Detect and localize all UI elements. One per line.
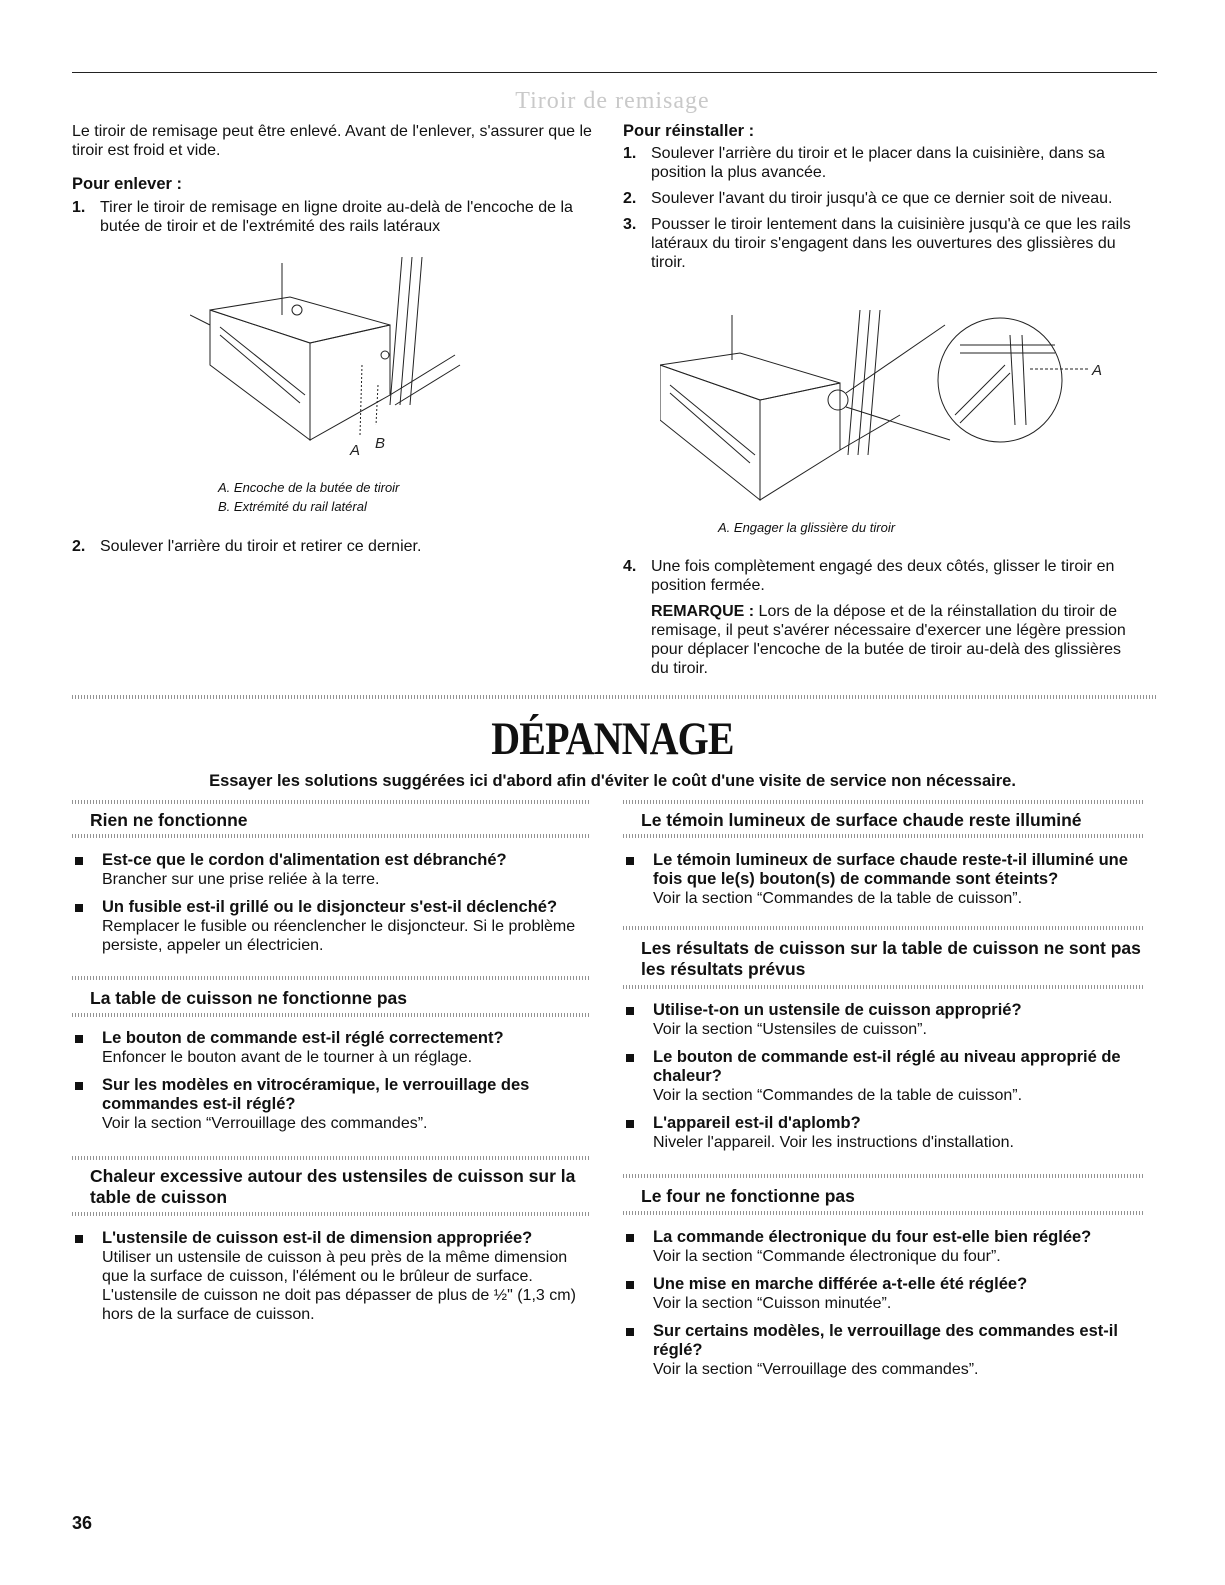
list-item [72, 1029, 590, 1067]
list-item [72, 851, 590, 889]
reinstall-step-3 [623, 215, 1143, 272]
heading-four-ne-fonctionne: Le four ne fonctionne pas [641, 1186, 855, 1206]
reinstall-step-2 [623, 189, 1143, 208]
question: Le bouton de commande est-il réglé correctement? [102, 1029, 504, 1047]
divider [72, 834, 590, 838]
remove-heading: Pour enlever : [72, 175, 183, 193]
divider [72, 976, 590, 980]
question: Une mise en marche différée a-t-elle été réglée? [653, 1275, 1028, 1293]
question: Est-ce que le cordon d'alimentation est débranché? [102, 851, 507, 869]
question: Utilise-t-on un ustensile de cuisson approprié? [653, 1001, 1022, 1019]
heading-chaleur-excessive: Chaleur excessive autour des ustensiles de cuisson sur la table de cuisson [90, 1166, 576, 1207]
answer: Enfoncer le bouton avant de le tourner à un réglage. [102, 1049, 473, 1066]
group-rien-ne-fonctionne [72, 851, 590, 955]
drawer-reinstall-illustration [660, 305, 1110, 505]
step-number: 1. [623, 145, 637, 162]
remisage-left-column [72, 122, 592, 236]
reinstall-step-1 [623, 144, 1143, 182]
note-label: REMARQUE : [651, 603, 755, 620]
remove-step-2 [72, 537, 592, 556]
heading-table-cuisson: La table de cuisson ne fonctionne pas [90, 988, 407, 1008]
bullet-icon [626, 857, 634, 865]
bullet-icon [75, 1235, 83, 1243]
answer: Niveler l'appareil. Voir les instructions d'installation. [653, 1134, 1014, 1151]
section-divider [72, 695, 1157, 699]
bullet-icon [75, 857, 83, 865]
fig1-caption-b: B. Extrémité du rail latéral [218, 499, 367, 514]
bullet-icon [75, 904, 83, 912]
divider [623, 926, 1143, 930]
step-text: Soulever l'arrière du tiroir et le placer dans la cuisinière, dans sa position la plus avancée. [651, 145, 1105, 181]
bullet-icon [626, 1328, 634, 1336]
group-four-ne-fonctionne [623, 1228, 1143, 1379]
list-item [623, 1048, 1143, 1105]
question: L'appareil est-il d'aplomb? [653, 1114, 861, 1132]
drawer-removal-illustration [190, 255, 470, 465]
divider [72, 1212, 590, 1216]
step-text: Tirer le tiroir de remisage en ligne droite au-delà de l'encoche de la butée de tiroir et de l'extrémité des rails latéraux [100, 199, 573, 235]
answer: Voir la section “Cuisson minutée”. [653, 1295, 892, 1312]
question: Sur les modèles en vitrocéramique, le verrouillage des commandes est-il réglé? [102, 1076, 530, 1113]
step-number: 1. [72, 199, 86, 216]
depannage-subtitle: Essayer les solutions suggérées ici d'abord afin d'éviter le coût d'une visite de service non nécessaire. [209, 772, 1016, 790]
question: L'ustensile de cuisson est-il de dimension appropriée? [102, 1229, 533, 1247]
list-item [72, 1229, 590, 1324]
answer: Utiliser un ustensile de cuisson à peu près de la même dimension que la surface de cuisson, l'élément ou le brûleur de surface. L'ustensile de cuisson ne doit pas dépasser de plus de ½" (1,3 cm) hors de la surface de cuisson. [102, 1249, 576, 1323]
reinstall-heading: Pour réinstaller : [623, 122, 755, 140]
step-text: Pousser le tiroir lentement dans la cuisinière jusqu'à ce que les rails latéraux du tiroir s'engagent dans les ouvertures des glissières du tiroir. [651, 216, 1131, 271]
group-table-cuisson [72, 1029, 590, 1133]
step-text: Soulever l'arrière du tiroir et retirer ce dernier. [100, 538, 422, 555]
fig2-caption: A. Engager la glissière du tiroir [718, 520, 896, 535]
page-number: 36 [72, 1513, 93, 1533]
bullet-icon [75, 1082, 83, 1090]
fig1-label-a: A [350, 442, 361, 459]
reinstall-step-4 [623, 557, 1143, 595]
answer: Voir la section “Commandes de la table de cuisson”. [653, 1087, 1023, 1104]
heading-temoin-lumineux: Le témoin lumineux de surface chaude reste illuminé [641, 810, 1082, 830]
divider [72, 1013, 590, 1017]
remove-step-1 [72, 198, 592, 236]
question: La commande électronique du four est-elle bien réglée? [653, 1228, 1092, 1246]
divider [623, 800, 1143, 804]
bullet-icon [626, 1281, 634, 1289]
bullet-icon [626, 1120, 634, 1128]
divider [623, 1174, 1143, 1178]
fig2-label-a: A [1092, 362, 1103, 379]
question: Un fusible est-il grillé ou le disjoncteur s'est-il déclenché? [102, 898, 558, 916]
reinstall-step-4-block [623, 557, 1143, 678]
answer: Voir la section “Verrouillage des commandes”. [653, 1361, 979, 1378]
fig1-caption-a: A. Encoche de la butée de tiroir [218, 480, 400, 495]
answer: Voir la section “Commandes de la table de cuisson”. [653, 890, 1023, 907]
remisage-intro: Le tiroir de remisage peut être enlevé. Avant de l'enlever, s'assurer que le tiroir est froid et vide. [72, 123, 592, 159]
bullet-icon [626, 1007, 634, 1015]
heading-resultats-cuisson: Les résultats de cuisson sur la table de cuisson ne sont pas les résultats prévus [641, 938, 1141, 979]
answer: Voir la section “Ustensiles de cuisson”. [653, 1021, 927, 1038]
question: Le témoin lumineux de surface chaude reste-t-il illuminé une fois que le(s) bouton(s) de commande sont éteints? [653, 851, 1128, 888]
note [623, 602, 1143, 678]
list-item [623, 1228, 1143, 1266]
group-resultats-cuisson [623, 1001, 1143, 1152]
step-text: Soulever l'avant du tiroir jusqu'à ce que ce dernier soit de niveau. [651, 190, 1113, 207]
list-item [623, 1275, 1143, 1313]
list-item [623, 1114, 1143, 1152]
question: Sur certains modèles, le verrouillage des commandes est-il réglé? [653, 1322, 1118, 1359]
answer: Remplacer le fusible ou réenclencher le disjoncteur. Si le problème persiste, appeler un électricien. [102, 918, 576, 954]
answer: Voir la section “Verrouillage des commandes”. [102, 1115, 428, 1132]
note-text: Lors de la dépose et de la réinstallation du tiroir de remisage, il peut s'avérer nécessaire d'exercer une légère pression pour déplacer l'encoche de la butée de tiroir au-delà des glissières du tiroir. [651, 603, 1126, 677]
list-item [623, 851, 1143, 908]
list-item [72, 898, 590, 955]
divider [623, 1211, 1143, 1215]
question: Le bouton de commande est-il réglé au niveau approprié de chaleur? [653, 1048, 1121, 1085]
step-number: 3. [623, 216, 637, 233]
divider [623, 985, 1143, 989]
step-text: Une fois complètement engagé des deux côtés, glisser le tiroir en position fermée. [651, 558, 1115, 594]
list-item [72, 1076, 590, 1133]
section-title: Tiroir de remisage [515, 88, 710, 114]
step-number: 2. [72, 538, 86, 555]
heading-rien-ne-fonctionne: Rien ne fonctionne [90, 810, 248, 830]
group-temoin-lumineux [623, 851, 1143, 908]
step-number: 2. [623, 190, 637, 207]
fig1-label-b: B [375, 435, 386, 452]
divider [623, 834, 1143, 838]
top-rule [72, 72, 1157, 73]
divider [72, 1156, 590, 1160]
bullet-icon [626, 1234, 634, 1242]
bullet-icon [75, 1035, 83, 1043]
bullet-icon [626, 1054, 634, 1062]
list-item [623, 1001, 1143, 1039]
list-item [623, 1322, 1143, 1379]
group-chaleur-excessive [72, 1229, 590, 1324]
divider [72, 800, 590, 804]
remisage-right-column [623, 122, 1143, 272]
answer: Brancher sur une prise reliée à la terre. [102, 871, 380, 888]
step-number: 4. [623, 558, 637, 575]
answer: Voir la section “Commande électronique du four”. [653, 1248, 1001, 1265]
depannage-title: DÉPANNAGE [491, 713, 734, 765]
